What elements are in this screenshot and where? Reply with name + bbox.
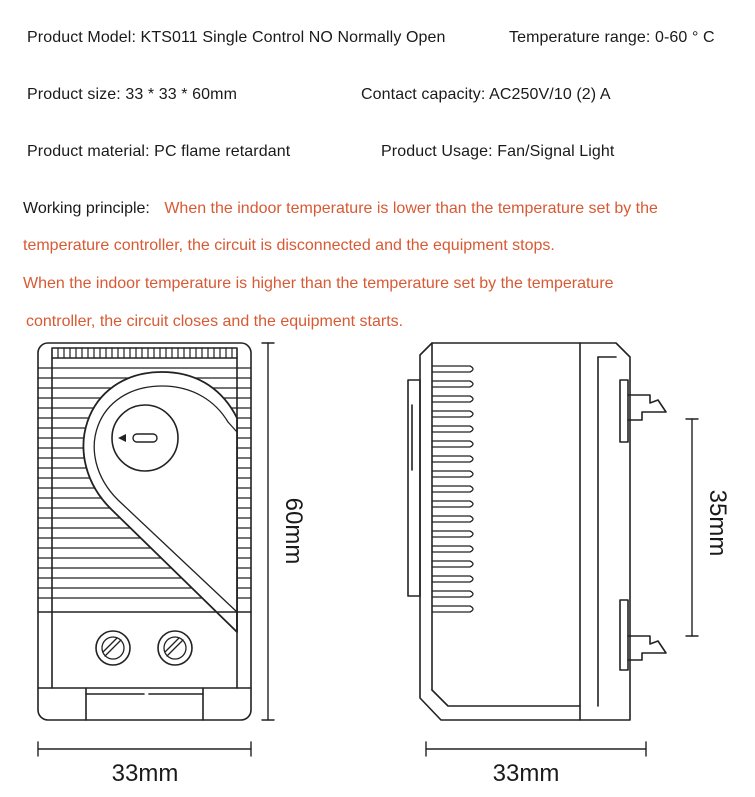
front-view-top-ridge	[52, 348, 237, 358]
front-height-dimension	[262, 343, 274, 720]
working-principle-line-3: When the indoor temperature is higher than the temperature set by the temperature	[23, 275, 614, 292]
spec-temperature-range: Temperature range: 0-60 ° C	[509, 29, 715, 46]
rail-spacing-label: 35mm	[704, 489, 731, 557]
side-view-knob-profile	[408, 380, 420, 596]
din-rail-clip-top	[620, 380, 666, 442]
working-principle-line-4: controller, the circuit closes and the equipment starts.	[26, 313, 404, 330]
front-view-top-ridge-teeth	[58, 348, 232, 358]
side-view-fins	[432, 366, 473, 612]
spec-model: Product Model: KTS011 Single Control NO Normally Open	[27, 29, 446, 46]
din-rail-clip-bottom	[620, 600, 666, 670]
front-width-label: 33mm	[111, 760, 179, 787]
side-width-dimension	[426, 742, 646, 756]
working-principle-text-1: When the indoor temperature is lower than the temperature set by the	[164, 200, 658, 217]
spec-usage: Product Usage: Fan/Signal Light	[381, 143, 615, 160]
front-width-dimension	[38, 742, 251, 756]
side-view	[408, 343, 666, 720]
spec-material: Product material: PC flame retardant	[27, 143, 291, 160]
front-view	[38, 343, 251, 720]
rail-spacing-dimension	[686, 419, 698, 636]
spec-contact-capacity: Contact capacity: AC250V/10 (2) A	[361, 86, 611, 103]
front-view-terminals	[96, 631, 192, 665]
spec-size: Product size: 33 * 33 * 60mm	[27, 86, 238, 103]
front-height-label: 60mm	[280, 497, 307, 565]
working-principle-line-2: temperature controller, the circuit is disconnected and the equipment stops.	[23, 237, 555, 254]
working-principle-label: Working principle:	[23, 200, 155, 217]
side-width-label: 33mm	[492, 760, 560, 787]
